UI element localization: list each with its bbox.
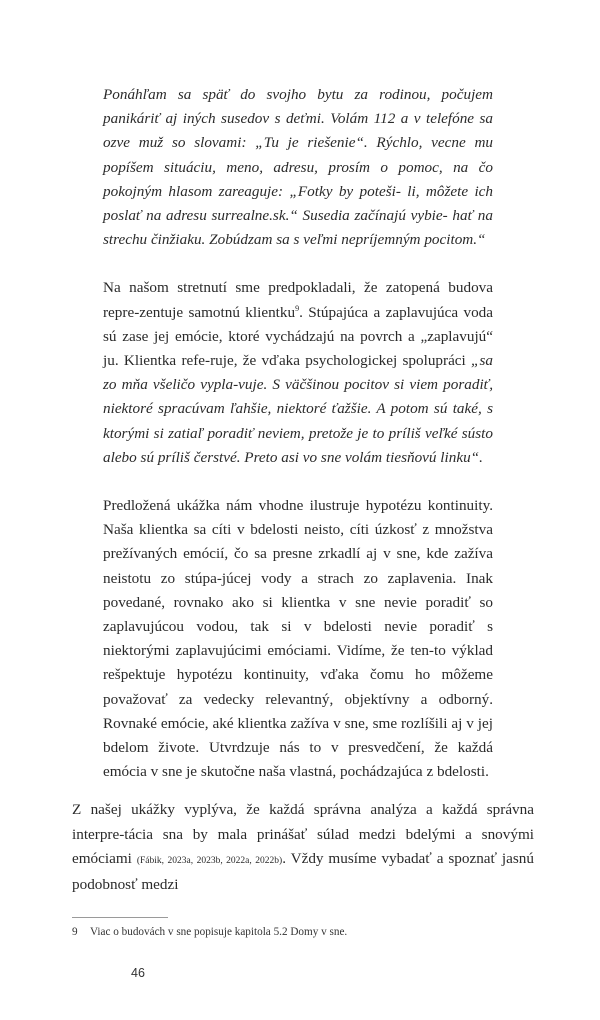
quote-line: li, môžete ich poslať na adresu surrealne.sk.“ Susedia začínajú vybie-: [103, 182, 493, 225]
footnote: [72, 924, 534, 940]
footnote-text: Viac o budovách v sne popisuje kapitola 5.2 Domy v sne.: [90, 926, 348, 939]
client-quote: „sa zo mňa všeličo vypla-vuje. S väčšinou pocitov si viem poradiť, niektoré spracúvam ľahšie, niektoré ťažšie. A potom sú také, s ktorými si zatiaľ poradiť neviem, pretože je to príliš veľké sústo alebo sú príliš čerstvé. Preto asi vo sne volám tiesňovú linku“.: [103, 352, 493, 466]
meeting-text-part2: . Stúpajúca a zaplavujúca voda sú zase jej emócie, ktoré vychádzajú na povrch a „zaplavujú“ ju. Klientka refe-ruje, že vďaka psychologickej spolupráci: [103, 303, 494, 370]
quote-line: „Tu je riešenie“. Rýchlo, vecne mu popíšem situáciu, meno, adresu,: [103, 134, 494, 176]
quote-line: iných susedov s deťmi. Volám 112 a v telefóne sa ozve muž so slovami:: [103, 110, 494, 152]
footnote-divider: [72, 917, 168, 918]
quote-line: hať na strechu činžiaku. Zobúdzam sa s veľmi nepríjemným pocitom.“: [103, 207, 493, 249]
conclusion-paragraph: [72, 798, 534, 897]
quote-line: Ponáhľam sa späť do svojho bytu za rodinou, počujem panikáriť aj: [103, 86, 493, 128]
quote-line: prosím o pomoc, na čo pokojným hlasom zareaguje: „Fotky by poteši-: [103, 158, 493, 200]
footnote-reference[interactable]: 9: [295, 303, 300, 313]
meeting-paragraph: [103, 276, 493, 470]
conclusion-text-part1: Z našej ukážky vyplýva, že každá správna analýza a každá správna interpre-tácia sna by mala prinášať súlad medzi bdelými a snovými emóciami: [72, 801, 534, 867]
meeting-text-part1: Na našom stretnutí sme predpokladali, že zatopená budova repre-zentuje samotnú klientku: [103, 279, 493, 321]
page-number: 46: [131, 966, 145, 981]
dream-quote-paragraph: [103, 83, 493, 252]
footnote-number: 9: [72, 926, 78, 939]
citation: (Fábik, 2023a, 2023b, 2022a, 2022b): [136, 855, 283, 866]
conclusion-text-part2: . Vždy musíme vybadať a spoznať jasnú podobnosť medzi: [72, 849, 534, 894]
continuity-paragraph: Predložená ukážka nám vhodne ilustruje hypotézu kontinuity. Naša klientka sa cíti v bdelosti neisto, cíti úzkosť z množstva prežívaných emócií, čo sa presne zrkadlí aj v sne, kde zažíva neistotu zo stúpa-júcej vody a strach zo zaplavenia. Inak povedané, rovnako ako si klientka v sne nevie poradiť so zaplavujúcou vodou, tak si v bdelosti nevie poradiť s niektorými zaplavujúcimi emóciami. Vidíme, že ten-to výklad rešpektuje hypotézu kontinuity, vďaka čomu ho môžeme považovať za vedecky relevantný, objektívny a odborný. Rovnaké emócie, aké klientka zažíva v sne, sme rozlíšili aj v jej bdelom živote. Utvrdzuje nás to v presvedčení, že každá emócia v sne je skutočne naša vlastná, pochádzajúca z bdelosti.: [103, 497, 493, 781]
